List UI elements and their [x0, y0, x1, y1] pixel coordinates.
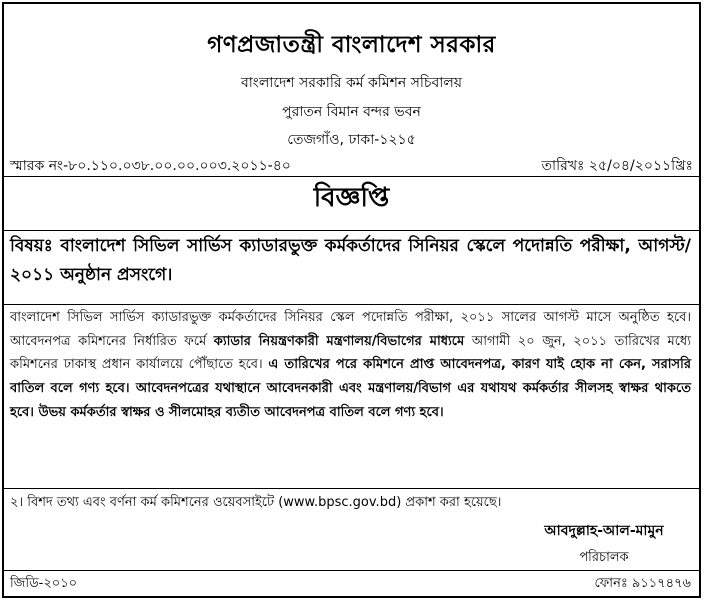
body-paragraph-2: ২। বিশদ তথ্য এবং বর্ণনা কর্ম কমিশনের ওয়েবসাইটে (www.bpsc.gov.bd) প্রকাশ করা হয়েছে।: [10, 495, 502, 510]
address-line-secretariat: বাংলাদেশ সরকারি কর্ম কমিশন সচিবালয়: [240, 75, 463, 91]
notice-heading: বিজ্ঞপ্তি: [313, 183, 390, 213]
footer-reference: জিডি-২০১০: [10, 576, 78, 591]
signatory-title: পরিচালক: [579, 550, 629, 565]
memo-number: স্মারক নং-৮০.১১০.০৩৮.০০.০০.০০৩.২০১১-৪০: [10, 158, 291, 174]
divider: [4, 304, 699, 305]
memo-date: তারিখঃ ২৫/০৪/২০১১খ্রিঃ: [541, 158, 693, 174]
body-paragraph-1: [10, 306, 691, 425]
body-emphasis-ministry: ক্যাডার নিয়ন্ত্রণকারী মন্ত্রণালয়/বিভাগের মাধ্যমে: [213, 333, 465, 349]
body-text: বাংলাদেশ সিভিল সার্ভিস ক্যাডারভুক্ত কর্মকর্তাদের সিনিয়র স্কেল পদোন্নতি পরীক্ষা, ২০১১ সালের আগস্ট মাসে অনুষ্ঠিত হবে। আবেদনপত্র কমিশনের নির্ধারিত ফর্মে: [10, 310, 691, 349]
body-emphasis-deadline: এ তারিখের পরে কমিশনে প্রাপ্ত আবেদনপত্র, কারণ যাই হোক না কেন, সরাসরি বাতিল বলে গণ্য হবে। আবেদনপত্রের যথাস্থানে আবেদনকারী এবং মন্ত্রণালয়/বিভাগ এর যথাযথ কর্মকর্তার সীলসহ স্বাক্ষর থাকতে হবে। উভয় কর্মকর্তার স্বাক্ষর ও সীলমোহর ব্যতীত আবেদনপত্র বাতিল বলে গণ্য হবে।: [10, 357, 691, 420]
org-title: গণপ্রজাতন্ত্রী বাংলাদেশ সরকার: [207, 32, 496, 58]
body-text: আগামী ২০ জুন, ২০১১ তারিখের মধ্যে কমিশনের ঢাকাস্থ প্রধান কার্যালয়ে পৌঁছাতে হবে।: [10, 333, 691, 373]
divider: [4, 570, 699, 571]
subject-line: বিষয়ঃ বাংলাদেশ সিভিল সার্ভিস ক্যাডারভুক্ত কর্মকর্তাদের সিনিয়র স্কেলে পদোন্নতি পরীক্ষা, আগস্ট/২০১১ অনুষ্ঠান প্রসংগে।: [10, 236, 691, 285]
divider: [4, 230, 699, 231]
notice-document: [2, 2, 701, 598]
footer-phone: ফোনঃ ৯১১৭৪৭৬: [594, 576, 691, 591]
divider: [4, 488, 699, 489]
address-line-building: পুরাতন বিমান বন্দর ভবন: [282, 104, 421, 120]
signatory-name: আবদুল্লাহ-আল-মামুন: [544, 523, 664, 539]
address-line-city: তেজগাঁও, ঢাকা-১২১৫: [287, 132, 416, 148]
